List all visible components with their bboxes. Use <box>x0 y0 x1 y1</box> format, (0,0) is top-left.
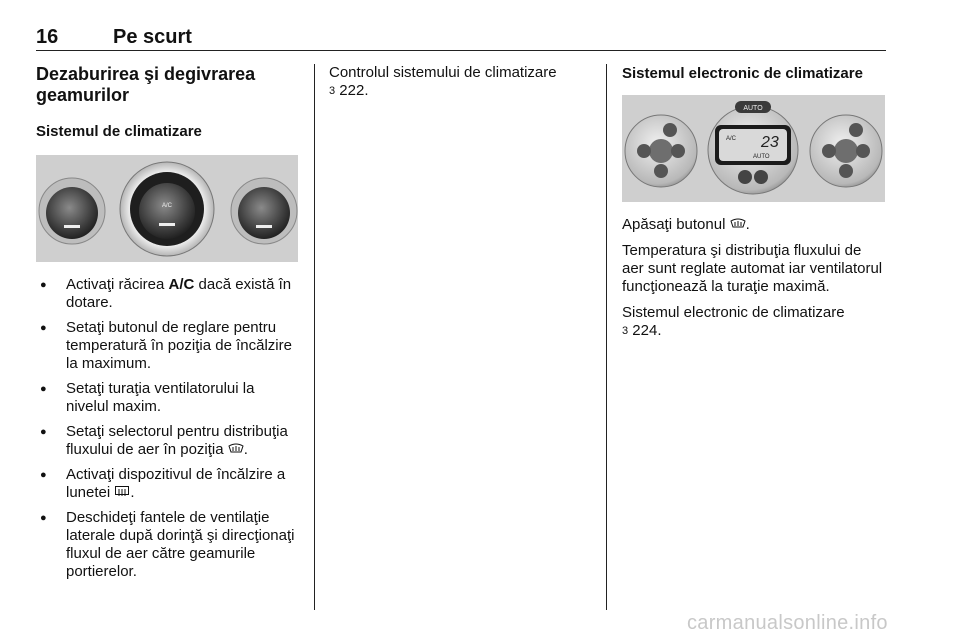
rear-window-heater-icon <box>114 485 130 500</box>
list-item: ● Activaţi dispozitivul de încălzire a lunetei . <box>36 466 301 502</box>
page-ref-arrow-icon: 3 <box>329 85 336 97</box>
display-ac-label: A/C <box>726 136 737 142</box>
cross-reference-page: 224. <box>632 322 662 339</box>
column-divider-2 <box>606 64 607 610</box>
list-item: ● Setaţi turaţia ventilatorului la nivelul maxim. <box>36 380 301 416</box>
temperature-knob <box>139 183 195 239</box>
electronic-panel-illustration <box>622 95 885 202</box>
fan-speed-knob <box>46 187 98 239</box>
air-distribution-knob <box>238 187 290 239</box>
ac-button-label: A/C <box>161 203 173 209</box>
left-column <box>36 64 301 588</box>
windscreen-defrost-icon <box>228 442 244 457</box>
list-item: ● Activaţi răcirea A/C dacă există în dotare. <box>36 276 301 312</box>
climate-control-figure <box>36 155 298 262</box>
display-temperature: 23 <box>761 134 779 151</box>
windscreen-defrost-icon <box>730 217 746 232</box>
subsection-title-climate: Sistemul de climatizare <box>36 123 202 140</box>
climate-knobs-illustration <box>36 155 298 262</box>
display-auto-label: AUTO <box>753 154 770 160</box>
watermark: carmanualsonline.info <box>687 612 888 634</box>
list-item: ● Setaţi selectorul pentru distribuţia fluxului de aer în poziţia . <box>36 423 301 459</box>
column-divider-1 <box>314 64 315 610</box>
middle-column <box>329 64 591 100</box>
right-column <box>622 64 887 340</box>
electronic-climate-figure <box>622 95 885 202</box>
page-ref-arrow-icon: 3 <box>622 325 629 337</box>
list-item: ● Setaţi butonul de reglare pentru temperatură în poziţia de încălzire la maximum. <box>36 319 301 373</box>
paragraph-auto-regulation: Temperatura şi distribuţia fluxului de aer sunt reglate automat iar ventilatorul funcţionează la turaţie maximă. <box>622 242 883 295</box>
cross-reference: Controlul sistemului de climatizare 3 222. <box>329 64 557 99</box>
header-rule <box>36 50 886 51</box>
instruction-list <box>36 276 301 581</box>
paragraph-press-button: Apăsaţi butonul . <box>622 216 750 233</box>
auto-button-top-label: AUTO <box>743 105 763 112</box>
subsection-title-electronic: Sistemul electronic de climatizare <box>622 65 863 82</box>
cross-reference-electronic: Sistemul electronic de climatizare 3 224. <box>622 304 845 339</box>
list-item: ● Deschideţi fantele de ventilaţie laterale după dorinţă şi direcţionaţi fluxul de aer către geamurile portierelor. <box>36 509 301 581</box>
running-title: Pe scurt <box>113 26 192 48</box>
page-number: 16 <box>36 26 59 48</box>
section-title: Dezaburirea şi degivrarea geamurilor <box>36 64 256 105</box>
cross-reference-page: 222. <box>339 82 369 99</box>
page-header <box>36 26 886 52</box>
